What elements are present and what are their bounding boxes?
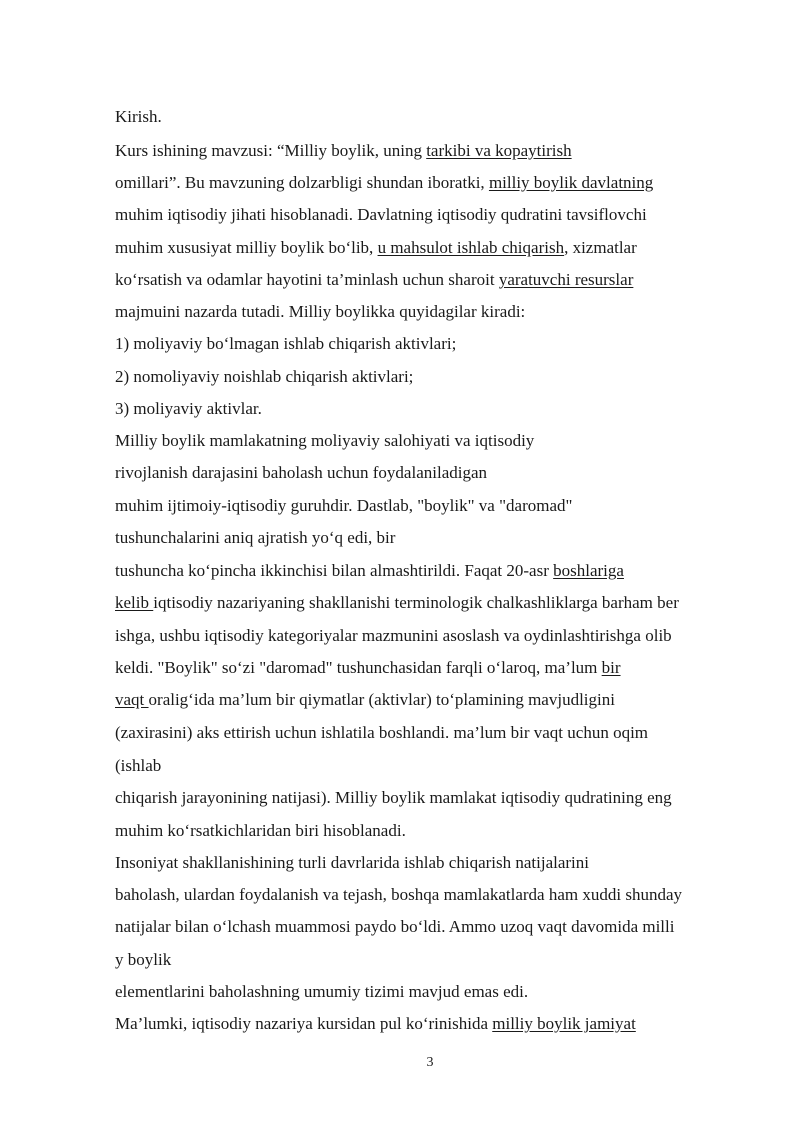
- text-segment: keldi. "Boylik" so‘zi "daromad" tushunchasidan farqli o‘laroq, ma’lum: [115, 658, 602, 677]
- text-segment: ko‘rsatish va odamlar hayotini ta’minlash uchun sharoit: [115, 270, 499, 289]
- text-segment: tushuncha ko‘pincha ikkinchisi bilan almashtirildi. Faqat 20-asr: [115, 561, 554, 580]
- text-line: [115, 821, 406, 841]
- text-line: [115, 173, 653, 193]
- text-segment: muhim xususiyat milliy boylik bo‘lib,: [115, 238, 378, 257]
- text-line: [115, 626, 672, 646]
- text-line: [115, 1014, 636, 1034]
- underlined-text: vaqt: [115, 690, 149, 709]
- text-segment: rivojlanish darajasini baholash uchun foydalaniladigan: [115, 463, 488, 482]
- text-line: [115, 690, 615, 710]
- text-line: [115, 723, 648, 743]
- underlined-text: u mahsulot ishlab chiqarish: [377, 238, 565, 257]
- text-segment: muhim iqtisodiy jihati hisoblanadi. Davlatning iqtisodiy qudratini tavsiflovchi: [115, 205, 647, 224]
- text-segment: majmuini nazarda tutadi. Milliy boylikka quyidagilar kiradi:: [115, 302, 526, 321]
- text-segment: Kurs ishining mavzusi: “Milliy boylik, uning: [115, 141, 427, 160]
- text-segment: tushunchalarini aniq ajratish yo‘q edi, bir: [115, 528, 396, 547]
- text-line: [115, 238, 637, 258]
- text-line: [115, 141, 572, 161]
- text-line: [115, 982, 528, 1002]
- text-segment: Kirish.: [115, 107, 162, 126]
- text-line: [115, 367, 413, 387]
- text-line: [115, 658, 621, 678]
- text-segment: , xizmatlar: [564, 238, 637, 257]
- text-line: [115, 270, 633, 290]
- text-line: [115, 205, 647, 225]
- text-segment: baholash, ulardan foydalanish va tejash, boshqa mamlakatlarda ham xuddi shunday: [115, 885, 682, 904]
- text-segment: chiqarish jarayonining natijasi). Milliy boylik mamlakat iqtisodiy qudratining eng: [115, 788, 672, 807]
- text-segment: muhim ijtimoiy-iqtisodiy guruhdir. Dastlab, "boylik" va "daromad": [115, 496, 573, 515]
- text-segment: (zaxirasini) aks ettirish uchun ishlatila boshlandi. ma’lum bir vaqt uchun oqim: [115, 723, 649, 742]
- text-segment: Insoniyat shakllanishining turli davrlarida ishlab chiqarish natijalarini: [115, 853, 589, 872]
- text-line: [115, 431, 534, 451]
- underlined-text: milliy boylik davlatning: [488, 173, 654, 192]
- text-line: [115, 950, 171, 970]
- text-line: [115, 853, 589, 873]
- underlined-text: milliy boylik jamiyat: [492, 1014, 636, 1033]
- underlined-text: kelib: [115, 593, 154, 612]
- underlined-text: bir: [601, 658, 621, 677]
- text-line: [115, 302, 525, 322]
- text-segment: Milliy boylik mamlakatning moliyaviy salohiyati va iqtisodiy: [115, 431, 535, 450]
- underlined-text: yaratuvchi resurslar: [498, 270, 634, 289]
- text-segment: 1) moliyaviy bo‘lmagan ishlab chiqarish aktivlari;: [115, 334, 457, 353]
- text-line: [115, 334, 456, 354]
- text-line: [115, 107, 162, 127]
- text-line: [115, 496, 572, 516]
- text-segment: omillari”. Bu mavzuning dolzarbligi shundan iboratki,: [115, 173, 489, 192]
- text-line: [115, 788, 672, 808]
- text-segment: natijalar bilan o‘lchash muammosi paydo bo‘ldi. Ammo uzoq vaqt davomida milli: [115, 917, 675, 936]
- text-segment: oralig‘ida ma’lum bir qiymatlar (aktivlar) to‘plamining mavjudligini: [148, 690, 615, 709]
- text-segment: muhim ko‘rsatkichlaridan biri hisoblanadi.: [115, 821, 406, 840]
- text-segment: y boylik: [115, 950, 172, 969]
- page-number: 3: [426, 1055, 434, 1070]
- text-line: [115, 463, 487, 483]
- text-segment: (ishlab: [115, 756, 162, 775]
- text-line: [115, 593, 679, 613]
- text-segment: 3) moliyaviy aktivlar.: [115, 399, 262, 418]
- text-line: [115, 885, 682, 905]
- text-line: [115, 528, 395, 548]
- text-line: [115, 399, 262, 419]
- text-segment: 2) nomoliyaviy noishlab chiqarish aktivlari;: [115, 367, 414, 386]
- text-line: [115, 917, 674, 937]
- text-line: [115, 756, 161, 776]
- text-segment: Ma’lumki, iqtisodiy nazariya kursidan pul ko‘rinishida: [115, 1014, 493, 1033]
- text-line: [115, 561, 624, 581]
- text-segment: ishga, ushbu iqtisodiy kategoriyalar mazmunini asoslash va oydinlashtirishga olib: [115, 626, 672, 645]
- text-segment: elementlarini baholashning umumiy tizimi mavjud emas edi.: [115, 982, 529, 1001]
- underlined-text: tarkibi va kopaytirish: [426, 141, 572, 160]
- text-segment: iqtisodiy nazariyaning shakllanishi terminologik chalkashliklarga barham ber: [153, 593, 679, 612]
- underlined-text: boshlariga: [553, 561, 624, 580]
